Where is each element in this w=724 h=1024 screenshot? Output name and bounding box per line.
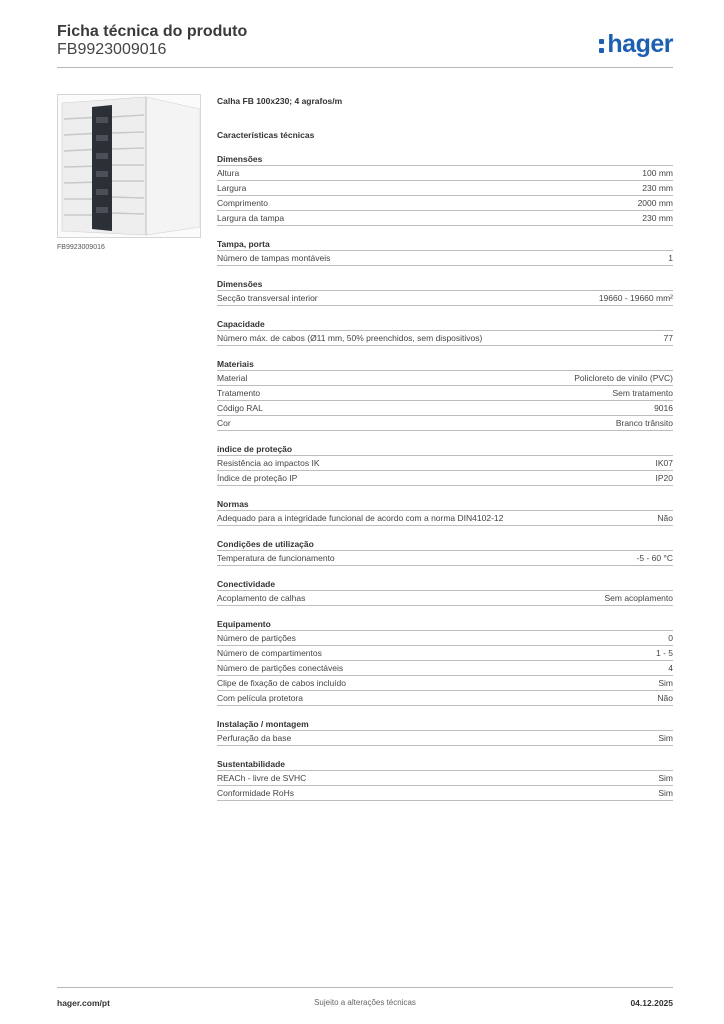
spec-row bbox=[217, 291, 673, 306]
spec-row bbox=[217, 371, 673, 386]
spec-value: Sim bbox=[658, 733, 673, 743]
spec-label: Altura bbox=[217, 168, 240, 178]
spec-row bbox=[217, 771, 673, 786]
specification-content bbox=[217, 95, 673, 801]
spec-label: Comprimento bbox=[217, 198, 269, 208]
section-title: Tampa, porta bbox=[217, 238, 673, 251]
spec-value: Policloreto de vinilo (PVC) bbox=[574, 373, 673, 383]
section-title: Conectividade bbox=[217, 578, 673, 591]
spec-label: Tratamento bbox=[217, 388, 261, 398]
spec-value: Sem acoplamento bbox=[604, 593, 673, 603]
spec-label: Índice de proteção IP bbox=[217, 473, 298, 483]
spec-label: Número de partições bbox=[217, 633, 296, 643]
spec-value: Branco trânsito bbox=[615, 418, 673, 428]
section-title: Normas bbox=[217, 498, 673, 511]
spec-label: Largura da tampa bbox=[217, 213, 285, 223]
spec-value: 230 mm bbox=[642, 183, 673, 193]
spec-value: 19660 - 19660 mm² bbox=[598, 293, 673, 303]
spec-value: 2000 mm bbox=[637, 198, 673, 208]
image-caption: FB9923009016 bbox=[57, 244, 105, 251]
spec-value: 4 bbox=[668, 663, 673, 673]
page-header bbox=[57, 20, 673, 68]
spec-label: Cor bbox=[217, 418, 231, 428]
spec-label: Número máx. de cabos (Ø11 mm, 50% preenchidos, sem dispositivos) bbox=[217, 333, 483, 343]
spec-label: Conformidade RoHs bbox=[217, 788, 295, 798]
spec-value: 0 bbox=[668, 633, 673, 643]
section-title: índice de proteção bbox=[217, 443, 673, 456]
spec-value: IP20 bbox=[655, 473, 673, 483]
spec-label: Largura bbox=[217, 183, 247, 193]
spec-row bbox=[217, 471, 673, 486]
spec-section bbox=[217, 618, 673, 706]
section-title: Dimensões bbox=[217, 278, 673, 291]
spec-label: Material bbox=[217, 373, 248, 383]
page-footer bbox=[57, 987, 673, 1007]
cable-trunking-image bbox=[57, 94, 201, 238]
spec-row bbox=[217, 786, 673, 801]
logo-colon-icon bbox=[599, 37, 605, 53]
spec-row bbox=[217, 511, 673, 526]
spec-row bbox=[217, 251, 673, 266]
spec-section bbox=[217, 758, 673, 801]
spec-row bbox=[217, 331, 673, 346]
spec-label: Secção transversal interior bbox=[217, 293, 318, 303]
footer-date: 04.12.2025 bbox=[630, 998, 673, 1008]
spec-section bbox=[217, 538, 673, 566]
section-title: Dimensões bbox=[217, 153, 673, 166]
spec-label: Com película protetora bbox=[217, 693, 303, 703]
spec-section bbox=[217, 318, 673, 346]
spec-label: Número de compartimentos bbox=[217, 648, 322, 658]
section-title: Instalação / montagem bbox=[217, 718, 673, 731]
spec-value: 9016 bbox=[654, 403, 673, 413]
section-title: Capacidade bbox=[217, 318, 673, 331]
spec-value: Não bbox=[657, 693, 673, 703]
spec-row bbox=[217, 166, 673, 181]
spec-value: 1 - 5 bbox=[655, 648, 673, 658]
product-description: Calha FB 100x230; 4 agrafos/m bbox=[217, 96, 343, 106]
spec-value: -5 - 60 °C bbox=[636, 553, 673, 563]
spec-value: 100 mm bbox=[642, 168, 673, 178]
spec-value: Sim bbox=[658, 773, 673, 783]
spec-section bbox=[217, 153, 673, 226]
spec-section bbox=[217, 718, 673, 746]
spec-section bbox=[217, 498, 673, 526]
document-title: Ficha técnica do produto bbox=[57, 23, 248, 40]
spec-label: Acoplamento de calhas bbox=[217, 593, 306, 603]
spec-row bbox=[217, 676, 673, 691]
spec-row bbox=[217, 196, 673, 211]
footer-notice: Sujeito a alterações técnicas bbox=[314, 998, 416, 1007]
cable-trunking-icon bbox=[58, 95, 201, 238]
spec-value: IK07 bbox=[655, 458, 673, 468]
spec-label: Perfuração da base bbox=[217, 733, 292, 743]
spec-row bbox=[217, 661, 673, 676]
spec-section bbox=[217, 443, 673, 486]
technical-characteristics-title: Características técnicas bbox=[217, 130, 315, 140]
product-code: FB9923009016 bbox=[57, 41, 167, 58]
spec-value: 230 mm bbox=[642, 213, 673, 223]
spec-row bbox=[217, 386, 673, 401]
spec-label: Adequado para a integridade funcional de acordo com a norma DIN4102-12 bbox=[217, 513, 504, 523]
spec-row bbox=[217, 401, 673, 416]
section-title: Condições de utilização bbox=[217, 538, 673, 551]
spec-row bbox=[217, 456, 673, 471]
spec-value: 1 bbox=[668, 253, 673, 263]
spec-row bbox=[217, 551, 673, 566]
spec-label: Resistência ao impactos IK bbox=[217, 458, 320, 468]
spec-value: Sem tratamento bbox=[612, 388, 673, 398]
spec-label: Número de tampas montáveis bbox=[217, 253, 331, 263]
spec-section bbox=[217, 358, 673, 431]
spec-value: Sim bbox=[658, 788, 673, 798]
section-title: Equipamento bbox=[217, 618, 673, 631]
section-title: Sustentabilidade bbox=[217, 758, 673, 771]
spec-row bbox=[217, 691, 673, 706]
spec-section bbox=[217, 578, 673, 606]
spec-section bbox=[217, 238, 673, 266]
spec-row bbox=[217, 416, 673, 431]
spec-row bbox=[217, 631, 673, 646]
spec-row bbox=[217, 211, 673, 226]
spec-value: 77 bbox=[663, 333, 673, 343]
logo-text: hager bbox=[607, 30, 673, 58]
footer-website-link[interactable]: hager.com/pt bbox=[57, 998, 110, 1008]
spec-sections bbox=[217, 153, 673, 801]
spec-label: Clipe de fixação de cabos incluído bbox=[217, 678, 346, 688]
spec-row bbox=[217, 181, 673, 196]
spec-value: Sim bbox=[658, 678, 673, 688]
hager-logo bbox=[599, 30, 673, 58]
spec-value: Não bbox=[657, 513, 673, 523]
spec-label: REACh - livre de SVHC bbox=[217, 773, 307, 783]
spec-row bbox=[217, 591, 673, 606]
spec-section bbox=[217, 278, 673, 306]
spec-label: Temperatura de funcionamento bbox=[217, 553, 335, 563]
spec-label: Número de partições conectáveis bbox=[217, 663, 344, 673]
section-title: Materiais bbox=[217, 358, 673, 371]
spec-row bbox=[217, 731, 673, 746]
spec-row bbox=[217, 646, 673, 661]
spec-label: Código RAL bbox=[217, 403, 263, 413]
